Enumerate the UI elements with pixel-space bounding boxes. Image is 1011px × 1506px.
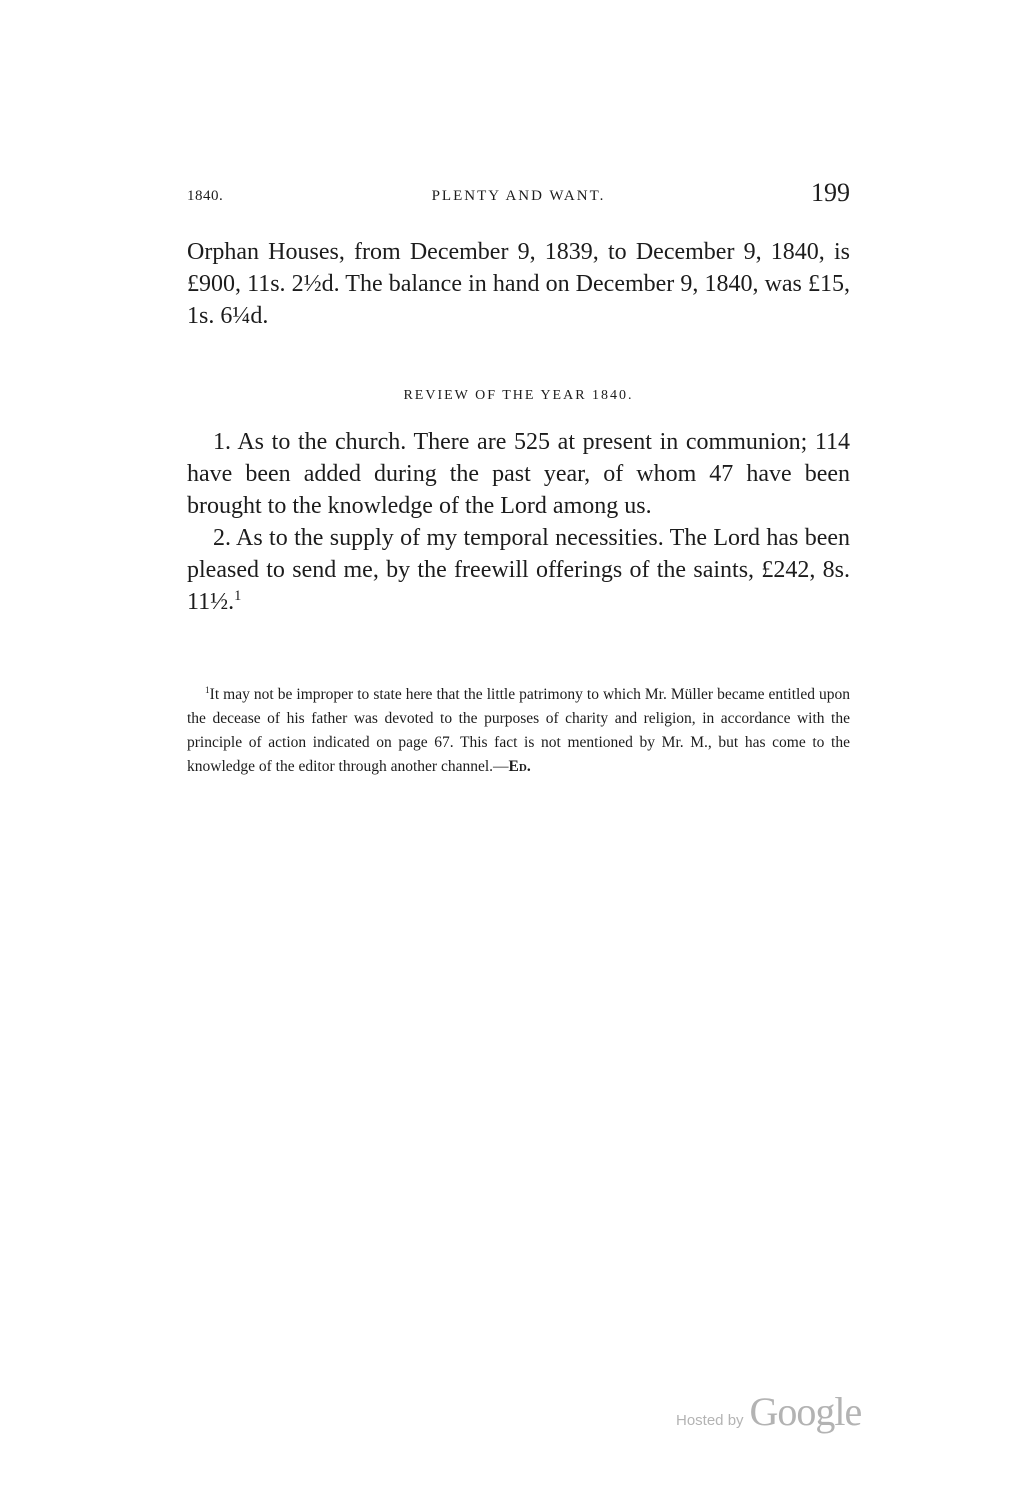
page-number: 199 <box>811 178 850 207</box>
section-heading: REVIEW OF THE YEAR 1840. <box>403 388 634 403</box>
hosted-by-google-watermark <box>676 1388 861 1435</box>
footnote <box>187 683 850 779</box>
running-head <box>187 176 850 216</box>
paragraph-continuation <box>187 236 850 332</box>
footnote-text <box>187 683 850 779</box>
paragraph: Orphan Houses, from December 9, 1839, to December 9, 1840, is £900, 11s. 2½d. The balance in hand on December 9, 1840, was £15, 1s. 6¼d. <box>187 239 850 329</box>
footnote-signature: Ed. <box>508 758 531 775</box>
review-item-supply-text: 2. As to the supply of my temporal necessities. The Lord has been pleased to send me, by the freewill offerings of the saints, £242, 8s. 11½. <box>187 525 850 615</box>
footnote-body: It may not be improper to state here that the little patrimony to which Mr. Müller became entitled upon the decease of his father was devoted to the purposes of charity and religion, in accordance with the principle of action indicated on page 67. This fact is not mentioned by Mr. M., but has come to the knowledge of the editor through another channel.— <box>187 686 850 775</box>
footnote-marker: 1 <box>205 685 210 696</box>
hosted-by-label: Hosted by <box>676 1412 744 1429</box>
google-logo: Google <box>749 1389 862 1434</box>
footnote-reference: 1 <box>234 588 242 604</box>
running-head-title: PLENTY AND WANT. <box>431 188 606 204</box>
review-item-supply <box>187 522 850 618</box>
running-head-year: 1840. <box>187 188 224 204</box>
review-item-church: 1. As to the church. There are 525 at present in communion; 114 have been added during the past year, of whom 47 have been brought to the knowledge of the Lord among us. <box>187 429 850 519</box>
review-list <box>187 426 850 618</box>
